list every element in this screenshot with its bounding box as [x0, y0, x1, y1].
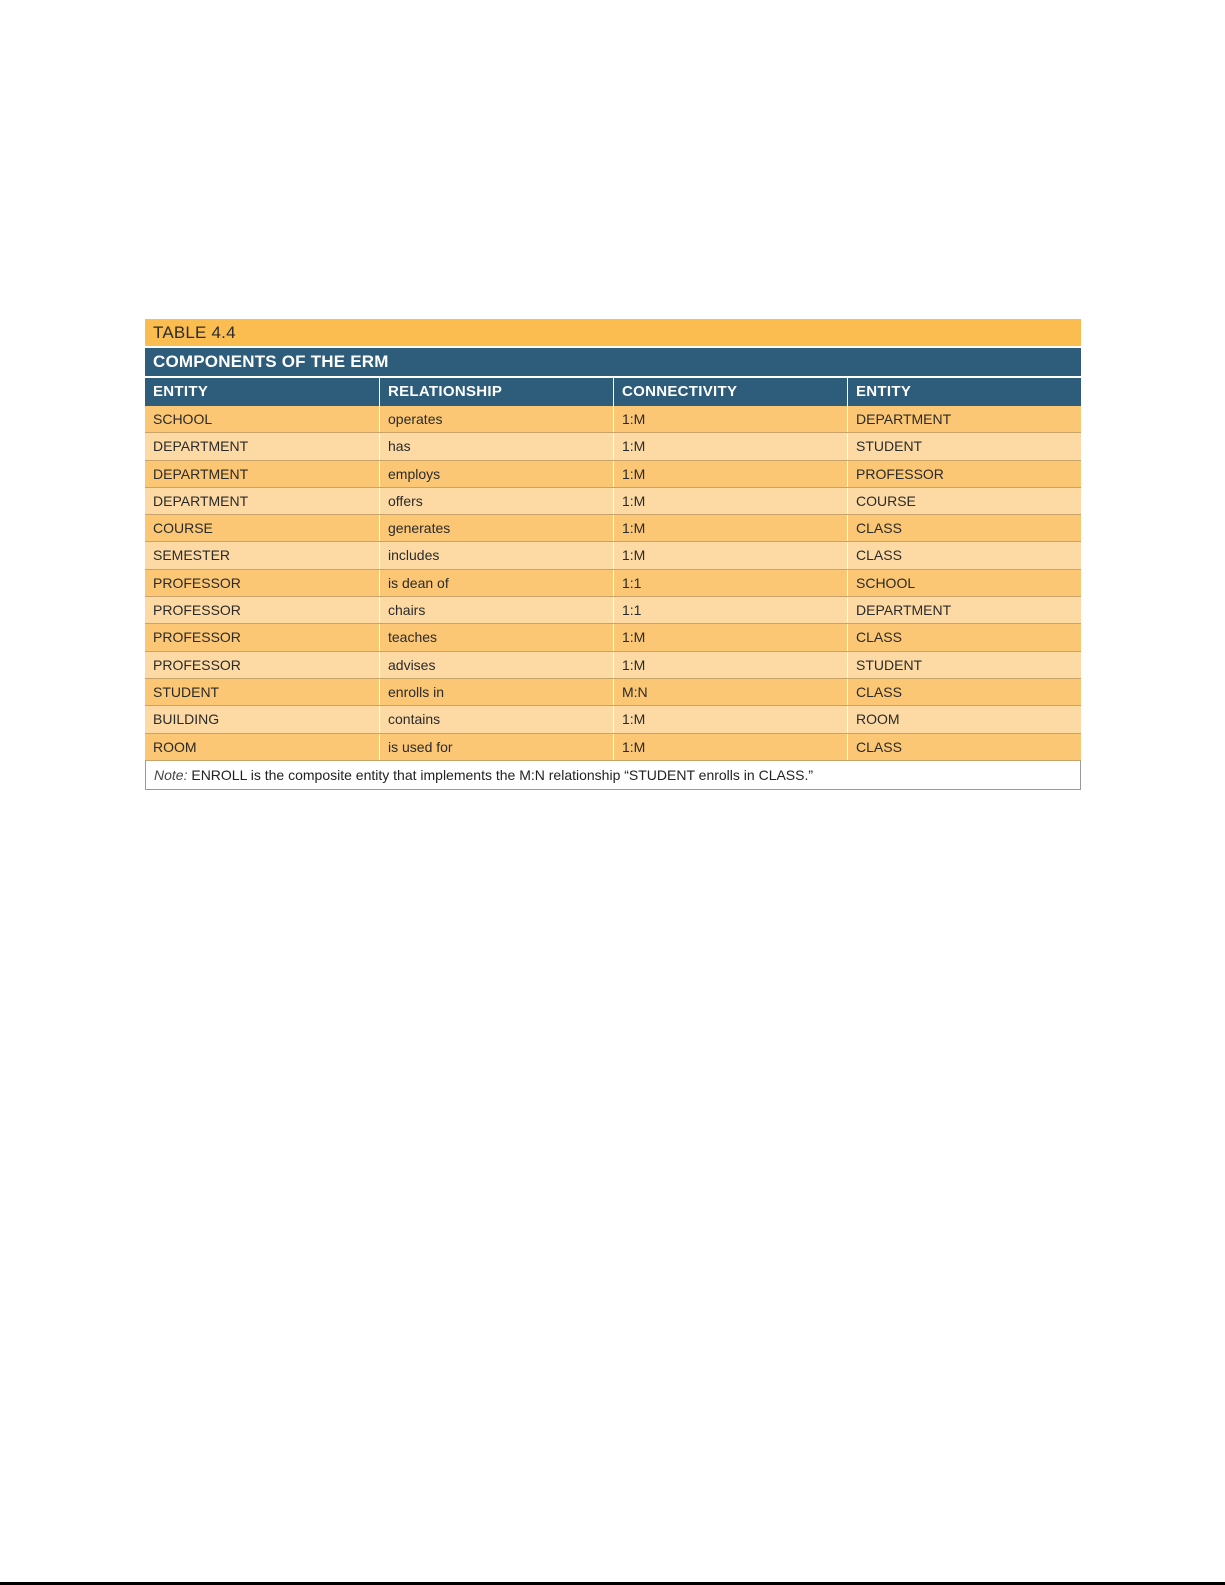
cell-connectivity: 1:M	[613, 652, 847, 678]
cell-connectivity: 1:1	[613, 597, 847, 623]
cell-entity: ROOM	[153, 738, 197, 755]
cell-entity: PROFESSOR	[153, 629, 241, 646]
cell-entity: PROFESSOR	[153, 602, 241, 619]
cell-entity: SEMESTER	[153, 547, 231, 564]
table-number: TABLE 4.4	[145, 319, 1081, 346]
erm-components-table	[145, 319, 1081, 790]
table-row	[145, 570, 1081, 597]
cell-entity-2: DEPARTMENT	[847, 406, 1081, 432]
cell-connectivity: M:N	[613, 679, 847, 705]
cell-entity: COURSE	[153, 520, 213, 537]
cell-entity: BUILDING	[153, 711, 220, 728]
cell-connectivity: 1:M	[613, 515, 847, 541]
cell-entity-2: STUDENT	[847, 652, 1081, 678]
cell-relationship: includes	[379, 542, 613, 568]
column-header-relationship: RELATIONSHIP	[379, 378, 613, 406]
cell-entity-2: CLASS	[847, 542, 1081, 568]
cell-relationship: contains	[379, 706, 613, 732]
cell-entity-2: COURSE	[847, 488, 1081, 514]
table-title: COMPONENTS OF THE ERM	[145, 348, 1081, 376]
cell-relationship: has	[379, 433, 613, 459]
table-row	[145, 542, 1081, 569]
cell-relationship: is dean of	[379, 570, 613, 596]
cell-entity: DEPARTMENT	[153, 492, 249, 509]
cell-connectivity: 1:M	[613, 406, 847, 432]
cell-entity: STUDENT	[153, 683, 220, 700]
table-row	[145, 461, 1081, 488]
cell-entity-2: DEPARTMENT	[847, 597, 1081, 623]
table-row	[145, 488, 1081, 515]
cell-connectivity: 1:M	[613, 461, 847, 487]
note-label: Note:	[154, 766, 188, 783]
cell-entity-2: ROOM	[847, 706, 1081, 732]
table-row	[145, 433, 1081, 460]
cell-relationship: employs	[379, 461, 613, 487]
cell-entity-2: CLASS	[847, 515, 1081, 541]
cell-connectivity: 1:M	[613, 624, 847, 650]
table-note	[145, 761, 1081, 790]
column-header-entity: ENTITY	[153, 383, 209, 400]
cell-relationship: teaches	[379, 624, 613, 650]
cell-entity-2: SCHOOL	[847, 570, 1081, 596]
note-text: ENROLL is the composite entity that implements the M:N relationship “STUDENT enrolls in CLASS.”	[187, 766, 814, 783]
cell-entity-2: STUDENT	[847, 433, 1081, 459]
cell-entity: PROFESSOR	[153, 574, 241, 591]
cell-entity: DEPARTMENT	[153, 465, 249, 482]
cell-entity-2: CLASS	[847, 679, 1081, 705]
cell-entity: PROFESSOR	[153, 656, 241, 673]
table-row	[145, 406, 1081, 433]
cell-connectivity: 1:M	[613, 488, 847, 514]
cell-connectivity: 1:M	[613, 433, 847, 459]
table-row	[145, 679, 1081, 706]
cell-relationship: is used for	[379, 734, 613, 760]
table-row	[145, 597, 1081, 624]
cell-entity-2: CLASS	[847, 624, 1081, 650]
table-row	[145, 706, 1081, 733]
cell-relationship: generates	[379, 515, 613, 541]
cell-relationship: operates	[379, 406, 613, 432]
table-row	[145, 515, 1081, 542]
cell-relationship: enrolls in	[379, 679, 613, 705]
cell-relationship: offers	[379, 488, 613, 514]
cell-connectivity: 1:M	[613, 706, 847, 732]
table-row	[145, 652, 1081, 679]
cell-relationship: advises	[379, 652, 613, 678]
cell-connectivity: 1:1	[613, 570, 847, 596]
cell-connectivity: 1:M	[613, 542, 847, 568]
table-body	[145, 406, 1081, 761]
cell-entity: DEPARTMENT	[153, 438, 249, 455]
table-row	[145, 734, 1081, 761]
cell-relationship: chairs	[379, 597, 613, 623]
column-header-connectivity: CONNECTIVITY	[613, 378, 847, 406]
table-row	[145, 624, 1081, 651]
cell-connectivity: 1:M	[613, 734, 847, 760]
table-header-row	[145, 378, 1081, 406]
cell-entity: SCHOOL	[153, 411, 213, 427]
cell-entity-2: CLASS	[847, 734, 1081, 760]
cell-entity-2: PROFESSOR	[847, 461, 1081, 487]
column-header-entity-2: ENTITY	[847, 378, 1081, 406]
